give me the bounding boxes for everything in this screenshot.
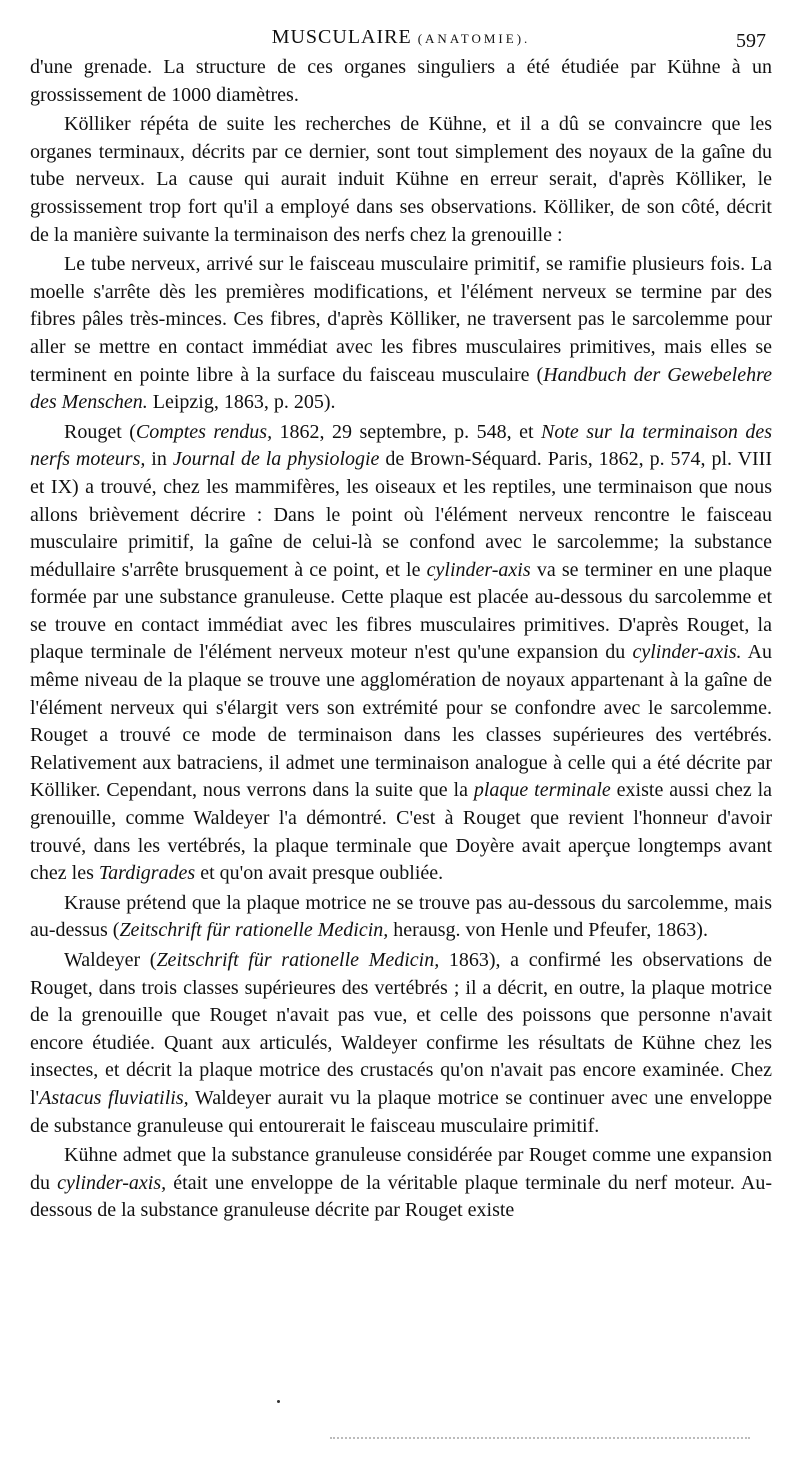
text-run: 1863), a confirmé les observations de Rouget, dans trois classes supérieures des vertébrés ; il a décrit, en outre, la plaque motrice de la grenouille que Rouget n'avait pas vue, et celle des poissons que personne n'avait encore étudiée. Quant aux articulés, Waldeyer confirme les résultats de Kühne chez les insectes, et décrit la plaque motrice des crustacés qu'on n'avait pas encore examinée. Chez l' <box>30 949 772 1109</box>
text-run: Waldeyer aurait vu la plaque motrice se continuer avec une enveloppe de substance granuleuse qui entourerait le faisceau musculaire primitif. <box>30 1086 773 1137</box>
header-title: MUSCULAIRE <box>271 26 412 48</box>
paragraph <box>30 947 772 1140</box>
body-text <box>30 54 772 1225</box>
text-run: Krause prétend que la plaque motrice ne se trouve pas au-dessous du sarcolemme, mais au-dessus ( <box>30 891 772 942</box>
text-run: existe aussi chez la grenouille, comme Waldeyer l'a démontré. C'est à Rouget que revient l'honneur d'avoir trouvé, dans les vertébrés, la plaque terminale que Doyère avait aperçue longtemps avant chez les <box>30 779 773 885</box>
paragraph <box>30 111 772 249</box>
text-run: herausg. von Henle und Pfeufer, 1863). <box>388 919 708 942</box>
text-run: de Brown-Séquard. Paris, 1862, p. 574, pl. VIII et IX) a trouvé, chez les mammifères, les oiseaux et les reptiles, une terminaison que nous allons brièvement décrire : Dans le point où l'élément nerveux rencontre le faisceau musculaire primitif, la gaîne de celui-là se confond avec le sarcolemme; la substance médullaire s'arrête brusquement à ce point, et le <box>30 448 772 581</box>
page-number: 597 <box>736 30 766 52</box>
italic-text: Tardigrades <box>98 862 196 885</box>
text-run: Rouget ( <box>64 420 136 443</box>
stray-mark <box>277 1400 280 1403</box>
italic-text: Comptes rendus, <box>135 420 273 443</box>
text-run: Le tube nerveux, arrivé sur le faisceau musculaire primitif, se ramifie plusieurs fois. La moelle s'arrête dès les premières modifications, et l'élément nerveux se termine par des fibres pâles très-minces. Ces fibres, d'après Kölliker, ne traversent pas le sarcolemme pour aller se mettre en contact immédiat avec les fibres musculaires primitives, mais elles se terminent en pointe libre à la surface du faisceau musculaire ( <box>30 253 772 386</box>
document-page <box>30 20 772 1225</box>
italic-text: cylinder-axis <box>426 558 531 581</box>
text-run: d'une grenade. La structure de ces organes singuliers a été étudiée par Kühne à un grossissement de 1000 diamètres. <box>30 56 772 106</box>
text-run: et qu'on avait presque oubliée. <box>195 862 444 885</box>
text-run: Au même niveau de la plaque se trouve une agglomération de noyaux appartenant à la gaîne de l'élément nerveux qui s'élargit vers son extrémité pour se confondre avec le sarcolemme. Rouget a trouvé ce mode de terminaison dans les classes supérieures des vertébrés. Relativement aux batraciens, il admet une terminaison analogue à celle qui a été décrite par Kölliker. Cependant, nous verrons dans la suite que la <box>30 641 773 802</box>
text-run: était une enveloppe de la véritable plaque terminale du nerf moteur. Au-dessous de la substance granuleuse décrite par Rouget existe <box>30 1171 773 1222</box>
italic-text: Zeitschrift für rationelle Medicin, <box>119 919 389 942</box>
text-run: Waldeyer ( <box>64 949 157 971</box>
italic-text: Astacus fluviatilis, <box>39 1086 189 1109</box>
text-run: Kühne admet que la substance granuleuse considérée par Rouget comme une expansion du <box>30 1144 772 1194</box>
paragraph <box>30 890 772 945</box>
paragraph <box>30 251 772 417</box>
text-run: Leipzig, 1863, p. 205). <box>147 391 336 414</box>
italic-text: plaque terminale <box>473 779 611 802</box>
header-title-line <box>30 26 772 49</box>
text-run: 1862, 29 septembre, p. 548, et <box>272 420 541 443</box>
header-subtitle: (ANATOMIE). <box>417 31 531 46</box>
running-header <box>30 20 772 50</box>
italic-text: cylinder-axis. <box>632 641 742 664</box>
footer-rule <box>330 1437 750 1439</box>
italic-text: Note sur la terminaison des nerfs moteurs, <box>30 420 772 471</box>
text-run: va se terminer en une plaque formée par une substance granuleuse. Cette plaque est placée au-dessous du sarcolemme et se trouve en contact immédiat avec les fibres musculaires primitives. D'après Rouget, la plaque terminale de l'élément nerveux moteur n'est qu'une expansion du <box>30 558 772 664</box>
paragraph <box>30 419 772 888</box>
paragraph <box>30 54 772 109</box>
italic-text: Handbuch der Gewebelehre des Menschen. <box>30 363 773 414</box>
italic-text: cylinder-axis, <box>57 1171 167 1194</box>
text-run: Kölliker répéta de suite les recherches de Kühne, et il a dû se convaincre que les organes terminaux, décrits par ce dernier, sont tout simplement des noyaux de la gaîne du tube nerveux. La cause qui aurait induit Kühne en erreur serait, d'après Kölliker, le grossissement trop fort qu'il a employé dans ses observations. Kölliker, de son côté, décrit de la manière suivante la terminaison des nerfs chez la grenouille : <box>30 113 772 246</box>
paragraph <box>30 1142 772 1225</box>
text-run: in <box>145 448 173 471</box>
italic-text: Journal de la physiologie <box>172 448 380 471</box>
italic-text: Zeitschrift für rationelle Medicin, <box>156 949 440 971</box>
